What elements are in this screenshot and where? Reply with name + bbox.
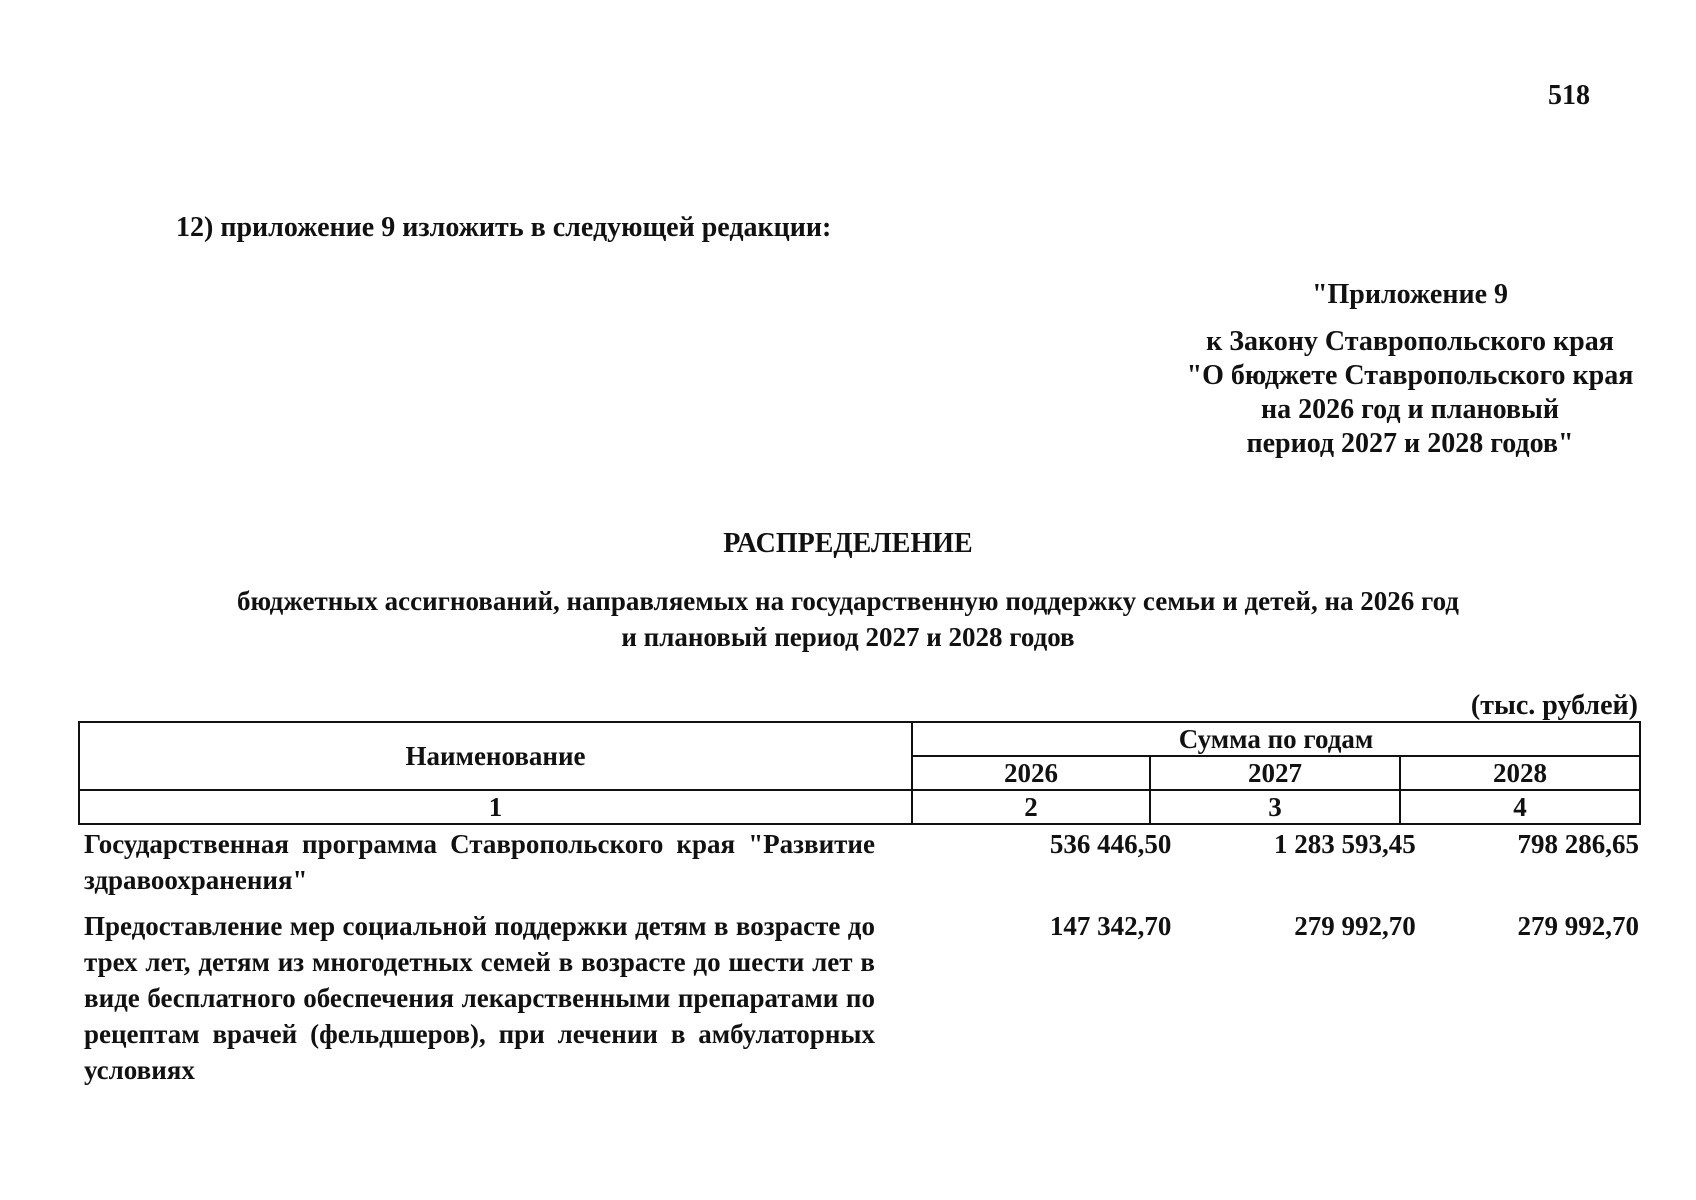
units-label: (тыс. рублей) xyxy=(1470,690,1638,721)
header-sum-cell: Сумма по годам xyxy=(912,722,1640,756)
row-value-2027: 279 992,70 xyxy=(1294,911,1416,941)
page-number: 518 xyxy=(1548,80,1590,111)
row-value-2027: 1 283 593,45 xyxy=(1274,829,1416,859)
column-number-cell: 1 xyxy=(79,790,912,824)
table-header xyxy=(78,721,1641,825)
appendix-reference xyxy=(1170,278,1650,461)
row-value-2028: 279 992,70 xyxy=(1517,911,1639,941)
row-value-2026: 147 342,70 xyxy=(1049,911,1172,941)
header-year-cell: 2027 xyxy=(1150,756,1400,790)
column-number-cell: 2 xyxy=(912,790,1150,824)
appendix-line: "О бюджете Ставропольского края xyxy=(1186,360,1634,391)
column-number-cell: 4 xyxy=(1400,790,1640,824)
intro-paragraph: 12) приложение 9 изложить в следующей редакции: xyxy=(176,212,832,243)
subtitle-line: бюджетных ассигнований, направляемых на государственную поддержку семьи и детей, на 2026 год xyxy=(237,586,1459,616)
appendix-line: период 2027 и 2028 годов" xyxy=(1246,428,1574,459)
header-year-cell: 2026 xyxy=(912,756,1150,790)
table-row xyxy=(84,826,1639,898)
header-year-cell: 2028 xyxy=(1400,756,1640,790)
header-name-cell: Наименование xyxy=(79,722,912,790)
column-number-cell: 3 xyxy=(1150,790,1400,824)
subtitle-line: и плановый период 2027 и 2028 годов xyxy=(621,622,1075,652)
appendix-line: на 2026 год и плановый xyxy=(1260,394,1560,425)
appendix-title: "Приложение 9 xyxy=(1311,279,1509,310)
row-name: Государственная программа Ставропольского края "Развитие здравоохранения" xyxy=(84,829,875,895)
row-value-2026: 536 446,50 xyxy=(1049,829,1172,859)
row-value-2028: 798 286,65 xyxy=(1517,829,1639,859)
row-name: Предоставление мер социальной поддержки детям в возрасте до трех лет, детям из многодетных семей в возрасте до шести лет в виде бесплатного обеспечения лекарственными препаратами по рецептам врачей (фельдшеров), при лечении в амбулаторных условиях xyxy=(84,911,875,1085)
table-body xyxy=(84,826,1639,1098)
document-title: РАСПРЕДЕЛЕНИЕ xyxy=(723,528,973,559)
document-subtitle xyxy=(0,583,1696,655)
table-row xyxy=(84,908,1639,1088)
appendix-line: к Закону Ставропольского края xyxy=(1206,326,1614,357)
